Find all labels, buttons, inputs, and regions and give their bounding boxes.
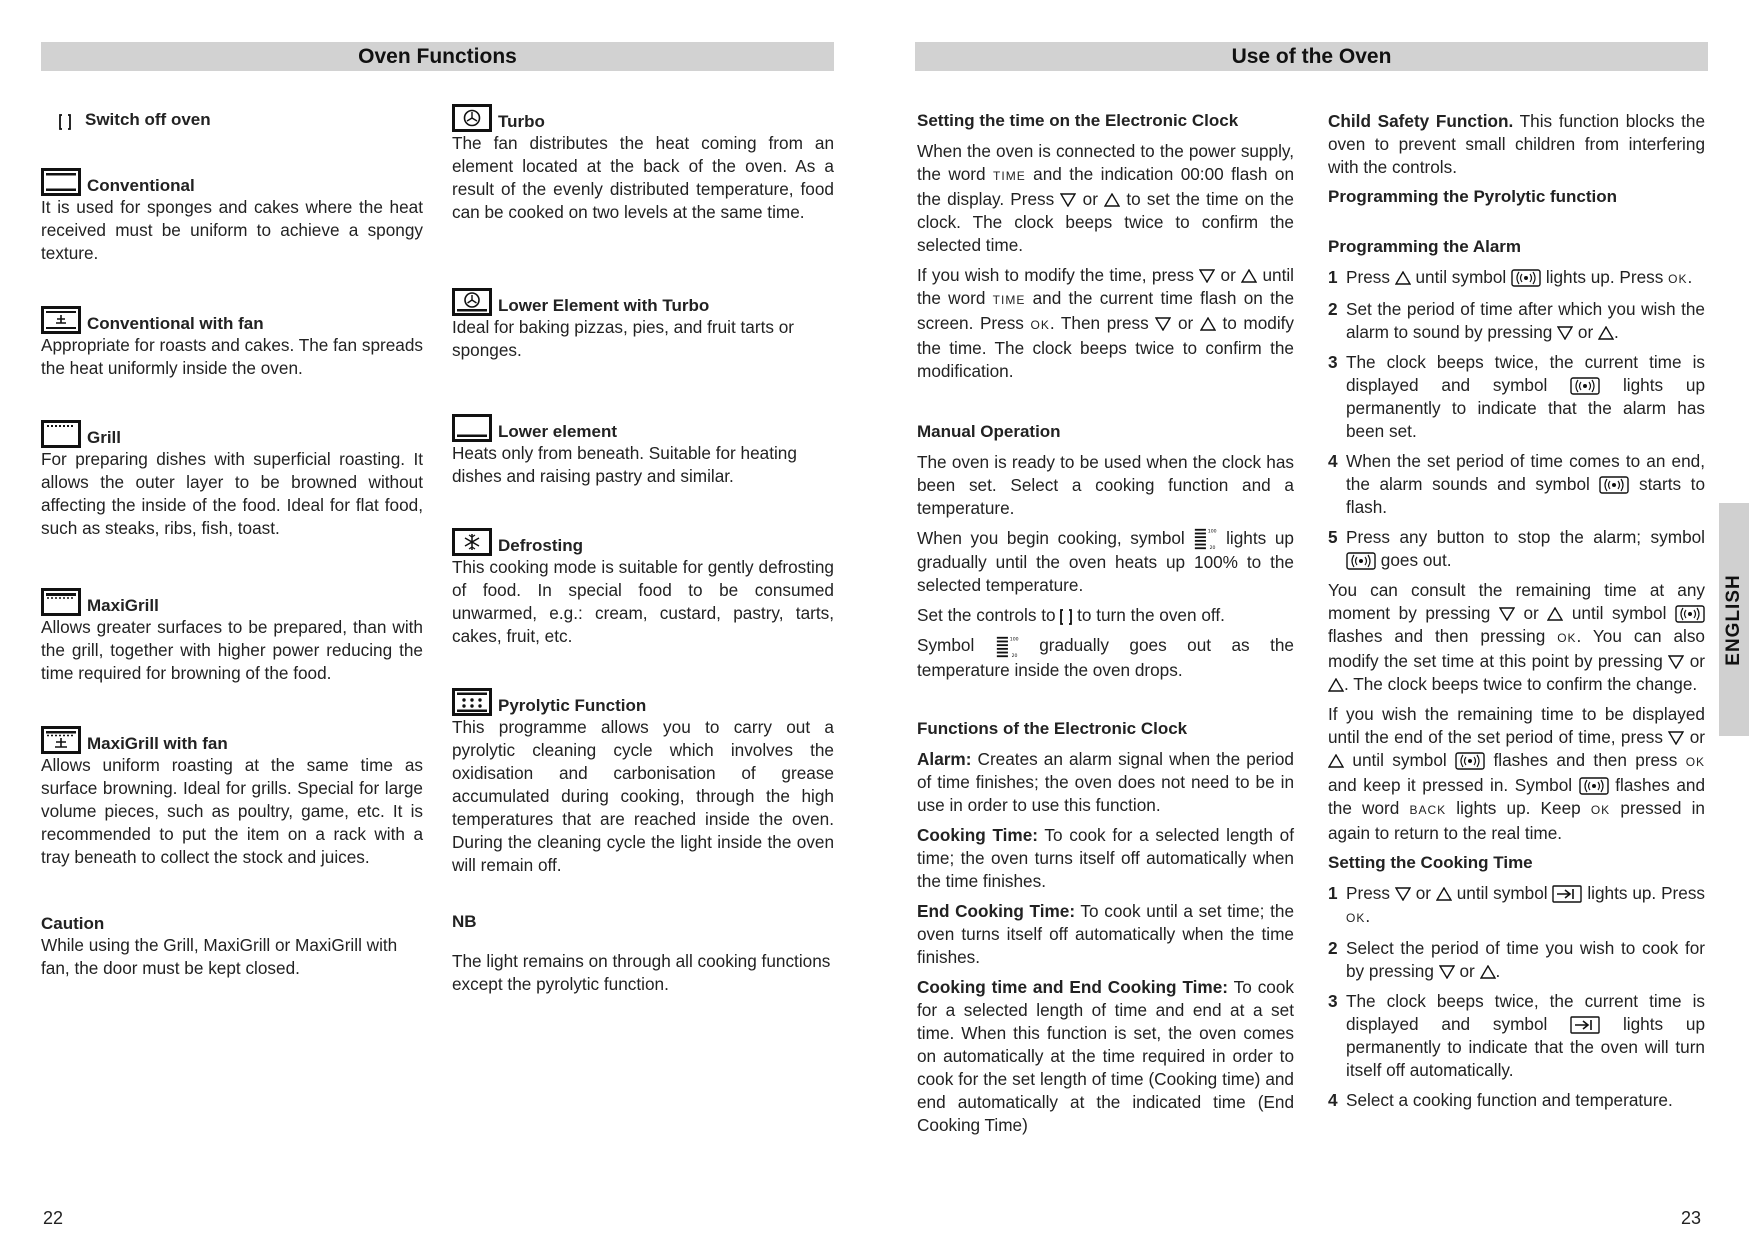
turbo-icon: [452, 104, 492, 132]
column-use-of-oven-1: [917, 110, 1294, 1144]
section-nb: [452, 912, 834, 996]
section-lower-element: [452, 414, 834, 488]
pyrolytic-programming-title: Programming the Pyrolytic function: [1328, 187, 1618, 206]
lower-element-title: Lower element: [498, 422, 618, 441]
conventional-title: Conventional: [87, 176, 195, 195]
section-caution: [41, 914, 423, 980]
ok-word: OK: [1685, 755, 1706, 769]
down-arrow-icon: [1499, 607, 1515, 621]
end-cooking-time-description: End Cooking Time: To cook until a set time; the oven turns itself off automatically when the time finishes.: [917, 900, 1294, 967]
maxigrill-body: Allows greater surfaces to be prepared, than with the grill, together with higher power reducing the time required for browning of the food.: [41, 617, 423, 683]
switch-off-icon: [59, 114, 71, 130]
heating-bars-icon: [995, 635, 1019, 659]
lower-element-icon: [452, 414, 492, 442]
setting-time-paragraph-2: If you wish to modify the time, press or until the word TIME and the current time flash on the screen. Press OK. Then press or to modify the time. The clock beeps twice to confirm the modification.: [917, 265, 1295, 381]
alarm-bell-icon: [1511, 269, 1541, 287]
up-arrow-icon: [1598, 326, 1614, 340]
up-arrow-icon: [1395, 271, 1411, 285]
column-use-of-oven-2: [1328, 110, 1705, 1119]
up-arrow-icon: [1200, 317, 1216, 331]
end-time-icon: [1552, 885, 1582, 903]
up-arrow-icon: [1241, 269, 1257, 283]
maxigrill-fan-body: Allows uniform roasting at the same time as surface browning. Ideal for grills. Special for large volume pieces, such as poultry, game, etc. It is recommended to put the item on a rack with a tray beneath to collect the stock and juices.: [41, 755, 423, 867]
switch-off-icon: [1060, 609, 1072, 625]
section-grill: [41, 420, 423, 540]
alarm-steps: [1328, 266, 1705, 572]
alarm-step-1: 1 Press until symbol lights up. Press OK.: [1328, 267, 1693, 287]
caution-title: Caution: [41, 914, 105, 933]
section-pyrolytic: [452, 688, 834, 877]
conventional-fan-title: Conventional with fan: [87, 314, 264, 333]
lower-element-body: Heats only from beneath. Suitable for heating dishes and raising pastry and similar.: [452, 443, 797, 486]
down-arrow-icon: [1060, 193, 1076, 207]
grill-body: For preparing dishes with superficial roasting. It allows the outer layer to be browned without affecting the inside of the food. Ideal for flat food, such as steaks, ribs, fish, toast.: [41, 449, 423, 538]
nb-title: NB: [452, 912, 477, 931]
left-page-number: 22: [43, 1208, 64, 1228]
alarm-step-4: 4 When the set period of time comes to an end, the alarm sounds and symbol starts to flash.: [1328, 451, 1706, 517]
section-turbo: [452, 104, 834, 224]
up-arrow-icon: [1547, 607, 1563, 621]
alarm-bell-icon: [1599, 476, 1629, 494]
section-lower-turbo: [452, 288, 834, 362]
functions-clock-title: Functions of the Electronic Clock: [917, 718, 1188, 738]
up-arrow-icon: [1328, 754, 1344, 768]
end-time-icon: [1570, 1016, 1600, 1034]
turbo-title: Turbo: [498, 112, 545, 131]
conventional-icon: [41, 168, 81, 196]
grill-title: Grill: [87, 428, 122, 447]
display-remaining-time: If you wish the remaining time to be displayed until the end of the set period of time, press or until symbol flashes and then press OK and keep it pressed in. Symbol flashes and the word BACK lights up. Keep OK pressed in again to return to the real time.: [1328, 704, 1706, 843]
defrost-icon: [452, 528, 492, 556]
ok-word: OK: [1030, 318, 1050, 332]
cooking-time-steps: [1328, 882, 1705, 1112]
down-arrow-icon: [1439, 965, 1455, 979]
section-switch-off: [59, 110, 211, 130]
time-word: TIME: [992, 293, 1026, 307]
defrosting-body: This cooking mode is suitable for gently defrosting of food. In special food to be consumed unwarmed, e.g.: cream, custard, pastry, tarts, cakes, fruit, etc.: [452, 557, 834, 646]
alarm-bell-icon: [1579, 777, 1609, 795]
setting-time-title: Setting the time on the Electronic Clock: [917, 111, 1239, 130]
manual-paragraph-1: The oven is ready to be used when the clock has been set. Select a cooking function and a temperature.: [917, 452, 1294, 518]
language-side-tab: [1719, 503, 1749, 736]
lower-turbo-body: Ideal for baking pizzas, pies, and fruit tarts or sponges.: [452, 317, 795, 360]
language-label: ENGLISH: [1723, 573, 1744, 666]
time-word: TIME: [993, 169, 1026, 183]
cooking-step-2: 2 Select the period of time you wish to cook for by pressing or .: [1328, 938, 1705, 981]
setting-cooking-time-title: Setting the Cooking Time: [1328, 853, 1533, 872]
defrosting-title: Defrosting: [498, 536, 583, 555]
alarm-step-5: 5 Press any button to stop the alarm; symbol goes out.: [1328, 527, 1705, 570]
conventional-body: It is used for sponges and cakes where the heat received must be uniform to achieve a spongy texture.: [41, 197, 423, 263]
manual-paragraph-4: Symbol gradually goes out as the temperature inside the oven drops.: [917, 635, 1294, 680]
ok-word: OK: [1590, 803, 1611, 817]
section-defrosting: [452, 528, 834, 648]
cooking-step-3: 3 The clock beeps twice, the current time is displayed and symbol lights up permanently to indicate that the oven will turn itself off automatically.: [1328, 991, 1706, 1080]
alarm-step-2: 2 Set the period of time after which you wish the alarm to sound by pressing or .: [1328, 299, 1705, 342]
cooking-time-description: Cooking Time: To cook for a selected length of time; the oven turns itself off automatically when the time finishes.: [917, 824, 1295, 891]
cooking-step-1: 1 Press or until symbol lights up. Press OK.: [1328, 883, 1706, 926]
alarm-description: Alarm: Creates an alarm signal when the period of time finishes; the oven does not need to be in use in order to use this function.: [917, 748, 1294, 815]
up-arrow-icon: [1104, 193, 1120, 207]
up-arrow-icon: [1436, 887, 1452, 901]
manual-operation-title: Manual Operation: [917, 422, 1061, 441]
maxigrill-fan-title: MaxiGrill with fan: [87, 734, 228, 753]
maxigrill-icon: [41, 588, 81, 616]
alarm-bell-icon: [1455, 752, 1485, 770]
lower-turbo-icon: [452, 288, 492, 316]
alarm-bell-icon: [1675, 605, 1705, 623]
alarm-step-3: 3 The clock beeps twice, the current time is displayed and symbol lights up permanently to indicate that the alarm has been set.: [1328, 352, 1706, 441]
manual-paragraph-3: Set the controls to to turn the oven off.: [917, 605, 1225, 626]
grill-icon: [41, 420, 81, 448]
section-conventional: [41, 168, 423, 265]
caution-body: While using the Grill, MaxiGrill or MaxiGrill with fan, the door must be kept closed.: [41, 935, 398, 978]
down-arrow-icon: [1395, 887, 1411, 901]
cooking-and-end-time-description: Cooking time and End Cooking Time: To cook for a selected length of time and end at a set time. When this function is set, the oven comes on automatically at the time required in order to cook for the set length of time (Cooking time) and end automatically at the indicated time (End Cooking Time): [917, 976, 1295, 1135]
alarm-programming-title: Programming the Alarm: [1328, 237, 1522, 256]
alarm-bell-icon: [1346, 552, 1376, 570]
alarm-bell-icon: [1570, 377, 1600, 395]
down-arrow-icon: [1668, 731, 1684, 745]
maxigrill-title: MaxiGrill: [87, 596, 159, 615]
conventional-fan-icon: [41, 306, 81, 334]
section-maxigrill: [41, 588, 423, 685]
down-arrow-icon: [1557, 326, 1573, 340]
manual-paragraph-2: When you begin cooking, symbol lights up gradually until the oven heats up 100% to the selected temperature.: [917, 528, 1294, 596]
setting-time-paragraph-1: When the oven is connected to the power supply, the word TIME and the indication 00:00 flash on the display. Press or to set the time on the clock. The clock beeps twice to confirm the selected time.: [917, 141, 1295, 255]
pyrolytic-body: This programme allows you to carry out a pyrolytic cleaning cycle which involves the oxidisation and carbonisation of grease accumulated during cooking, through the high temperatures that are reached inside the oven. During the cleaning cycle the light inside the oven will remain off.: [452, 717, 834, 875]
ok-word: OK: [1557, 631, 1577, 645]
heating-bars-icon: [1193, 527, 1217, 551]
pyrolytic-title: Pyrolytic Function: [498, 696, 647, 715]
lower-turbo-title: Lower Element with Turbo: [498, 296, 710, 315]
switch-off-title: Switch off oven: [85, 110, 211, 129]
ok-word: OK: [1668, 272, 1688, 286]
right-page-number: 23: [1681, 1208, 1702, 1228]
nb-body: The light remains on through all cooking functions except the pyrolytic function.: [452, 951, 831, 994]
down-arrow-icon: [1199, 269, 1215, 283]
maxigrill-fan-icon: [41, 726, 81, 754]
right-page-header: Use of the Oven: [915, 42, 1708, 71]
up-arrow-icon: [1480, 965, 1496, 979]
cooking-step-4: 4 Select a cooking function and temperature.: [1328, 1090, 1673, 1110]
down-arrow-icon: [1155, 317, 1171, 331]
down-arrow-icon: [1668, 655, 1684, 669]
up-arrow-icon: [1328, 678, 1344, 692]
section-conventional-fan: [41, 306, 423, 380]
conventional-fan-body: Appropriate for roasts and cakes. The fan spreads the heat uniformly inside the oven.: [41, 335, 423, 378]
child-safety-description: Child Safety Function. This function blocks the oven to prevent small children from interfering with the controls.: [1328, 111, 1706, 177]
consult-remaining-time: You can consult the remaining time at any moment by pressing or until symbol flashes and then pressing OK. You can also modify the set time at this point by pressing or . The clock beeps twice to confirm the change.: [1328, 580, 1705, 694]
section-maxigrill-fan: [41, 726, 423, 869]
pyrolytic-icon: [452, 688, 492, 716]
ok-word: OK: [1346, 911, 1366, 925]
left-page-header: Oven Functions: [41, 42, 834, 71]
back-word: BACK: [1409, 803, 1447, 817]
turbo-body: The fan distributes the heat coming from an element located at the back of the oven. As a result of the evenly distributed temperature, food can be cooked on two levels at the same time.: [452, 133, 834, 222]
